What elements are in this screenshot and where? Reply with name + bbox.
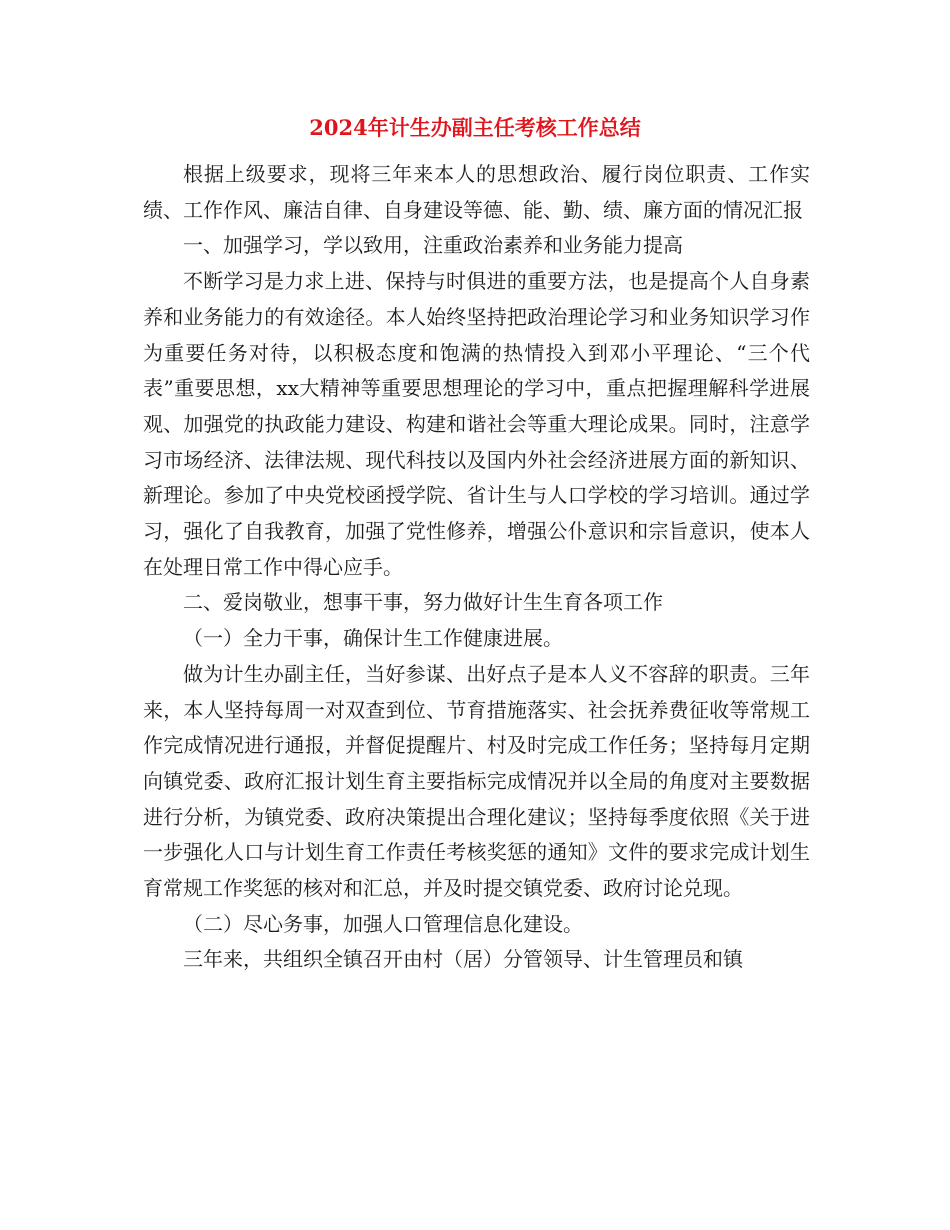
- section-1-paragraph: 不断学习是力求上进、保持与时俱进的重要方法，也是提高个人自身素养和业务能力的有效途径。本人始终坚持把政治理论学习和业务知识学习作为重要任务对待，以积极态度和饱满的热情投入到邓小平理论、“三个代表”重要思想，xx大精神等重要思想理论的学习中，重点把握理解科学进展观、加强党的执政能力建设、构建和谐社会等重大理论成果。同时，注意学习市场经济、法律法规、现代科技以及国内外社会经济进展方面的新知识、新理论。参加了中央党校函授学院、省计生与人口学校的学习培训。通过学习，强化了自我教育，加强了党性修养，增强公仆意识和宗旨意识，使本人在处理日常工作中得心应手。: [143, 269, 810, 579]
- section-heading-1: 一、加强学习，学以致用，注重政治素养和业务能力提高: [183, 233, 683, 258]
- subsection-heading-1: （一）全力干事，确保计生工作健康进展。: [183, 626, 563, 651]
- section-heading-2: 二、爱岗敬业，想事干事，努力做好计生生育各项工作: [183, 590, 663, 615]
- subsection-heading-2: （二）尽心务事，加强人口管理信息化建设。: [183, 911, 583, 936]
- document-title: 2024年计生办副主任考核工作总结: [309, 115, 641, 140]
- subsection-1-paragraph: 做为计生办副主任，当好参谋、出好点子是本人义不容辞的职责。三年来，本人坚持每周一对双查到位、节育措施落实、社会抚养费征收等常规工作完成情况进行通报，并督促提醒片、村及时完成工作任务；坚持每月定期向镇党委、政府汇报计划生育主要指标完成情况并以全局的角度对主要数据进行分析，为镇党委、政府决策提出合理化建议；坚持每季度依照《关于进一步强化人口与计划生育工作责任考核奖惩的通知》文件的要求完成计划生育常规工作奖惩的核对和汇总，并及时提交镇党委、政府讨论兑现。: [143, 661, 810, 901]
- document-body: [143, 157, 810, 978]
- subsection-2-paragraph: 三年来，共组织全镇召开由村（居）分管领导、计生管理员和镇: [183, 947, 743, 972]
- intro-paragraph: 根据上级要求，现将三年来本人的思想政治、履行岗位职责、工作实绩、工作作风、廉洁自律、自身建设等德、能、勤、绩、廉方面的情况汇报: [143, 162, 810, 222]
